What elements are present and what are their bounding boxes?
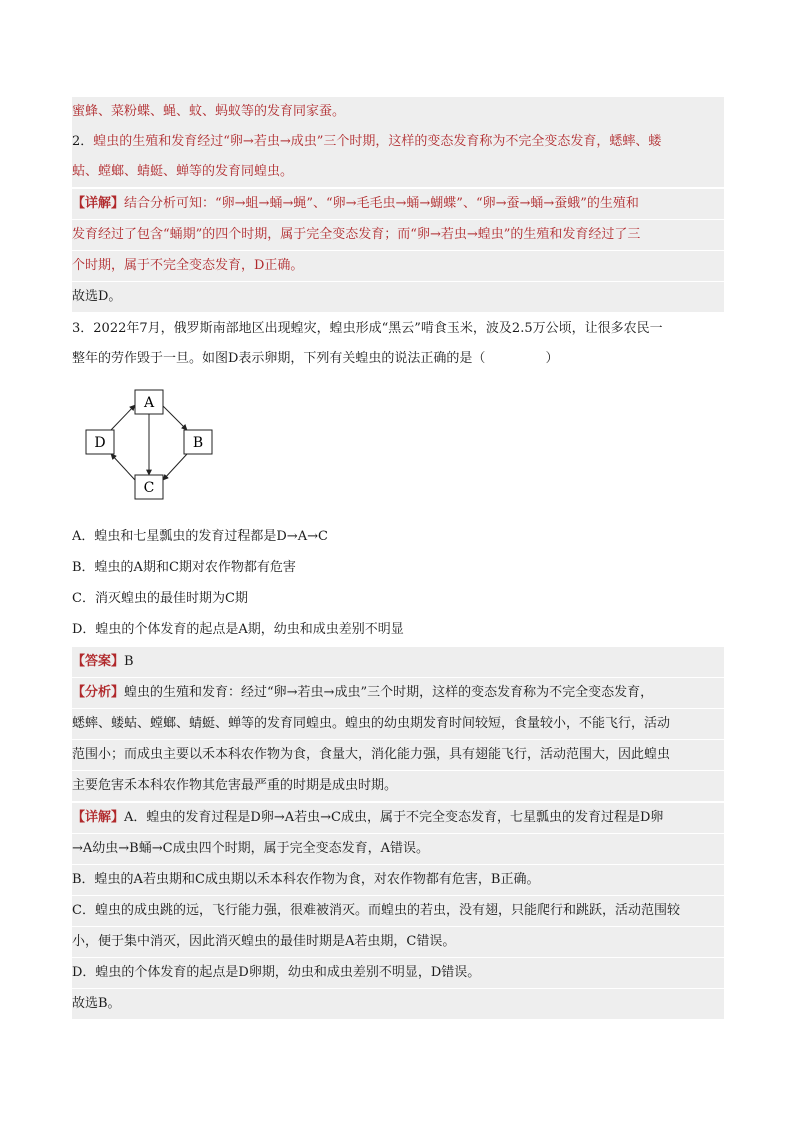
life-cycle-diagram xyxy=(84,386,214,504)
final-choice: 故选B。 xyxy=(72,989,724,1019)
option-b: B．蝗虫的A期和C期对农作物都有危害 xyxy=(72,560,296,575)
analysis-line-1: 【分析】蝗虫的生殖和发育：经过“卵→若虫→成虫”三个时期，这样的变态发育称为不完全变态发育， xyxy=(72,678,724,708)
analysis-line-4: 主要危害禾本科农作物其危害最严重的时期是成虫时期。 xyxy=(72,771,724,801)
analysis-line-2: 蟋蟀、蝼蛄、螳螂、蜻蜓、蝉等的发育同蝗虫。蝗虫的幼虫期发育时间较短，食量较小，不能飞行，活动 xyxy=(72,709,724,739)
option-a: A．蝗虫和七星瓢虫的发育过程都是D→A→C xyxy=(72,529,328,544)
node-c-label: C xyxy=(143,480,155,496)
intro-line-3: 蛄、螳螂、蜻蜓、蝉等的发育同蝗虫。 xyxy=(72,157,724,187)
node-d-label: D xyxy=(94,435,106,451)
detail-c-line-1: C．蝗虫的成虫跳的远，飞行能力强，很难被消灭。而蝗虫的若虫，没有翅，只能爬行和跳跃，活动范围较 xyxy=(72,896,724,926)
option-d: D．蝗虫的个体发育的起点是A期，幼虫和成虫差别不明显 xyxy=(72,622,404,637)
arrow-a-to-b xyxy=(163,406,187,430)
intro-line-2: 2．蝗虫的生殖和发育经过“卵→若虫→成虫”三个时期，这样的变态发育称为不完全变态发育，蟋蟀、蝼 xyxy=(72,127,724,157)
detail-a-line-2: →A幼虫→B蛹→C成虫四个时期，属于完全变态发育，A错误。 xyxy=(72,834,724,864)
prev-detail-line-3: 个时期，属于不完全变态发育，D正确。 xyxy=(72,251,724,281)
arrow-d-to-a xyxy=(111,405,135,430)
arrow-b-to-c xyxy=(163,454,187,480)
detail-a-line-1: 【详解】A．蝗虫的发育过程是D卵→A若虫→C成虫，属于不完全变态发育，七星瓢虫的发育过程是D卵 xyxy=(72,803,724,833)
prev-detail-line-2: 发育经过了包含“蛹期”的四个时期，属于完全变态发育；而“卵→若虫→蝗虫”的生殖和发育经过了三 xyxy=(72,220,724,250)
detail-c-line-2: 小，便于集中消灭，因此消灭蝗虫的最佳时期是A若虫期，C错误。 xyxy=(72,927,724,957)
answer-value: B xyxy=(124,654,134,669)
prev-detail-line-1: 【详解】结合分析可知：“卵→蛆→蛹→蝇”、“卵→毛毛虫→蛹→蝴蝶”、“卵→蚕→蛹→蚕蛾”的生殖和 xyxy=(72,189,724,219)
analysis-line-3: 范围小；而成虫主要以禾本科农作物为食，食量大，消化能力强，具有翅能飞行，活动范围大，因此蝗虫 xyxy=(72,740,724,770)
question-line-1: 3．2022年7月，俄罗斯南部地区出现蝗灾，蝗虫形成“黑云”啃食玉米，波及2.5万公顷，让很多农民一 xyxy=(72,321,663,336)
arrow-c-to-d xyxy=(111,454,135,480)
detail-b: B．蝗虫的A若虫期和C成虫期以禾本科农作物为食，对农作物都有危害，B正确。 xyxy=(72,865,724,895)
prev-choice: 故选D。 xyxy=(72,282,724,312)
node-a-label: A xyxy=(143,395,155,411)
node-b-label: B xyxy=(192,435,204,451)
detail-d: D．蝗虫的个体发育的起点是D卵期，幼虫和成虫差别不明显，D错误。 xyxy=(72,958,724,988)
question-line-2: 整年的劳作毁于一旦。如图D表示卵期，下列有关蝗虫的说法正确的是（ ） xyxy=(72,351,559,366)
option-c: C．消灭蝗虫的最佳时期为C期 xyxy=(72,591,248,606)
intro-line-1: 蜜蜂、菜粉蝶、蝇、蚊、蚂蚁等的发育同家蚕。 xyxy=(72,97,724,127)
answer-line: 【答案】B xyxy=(72,647,724,677)
